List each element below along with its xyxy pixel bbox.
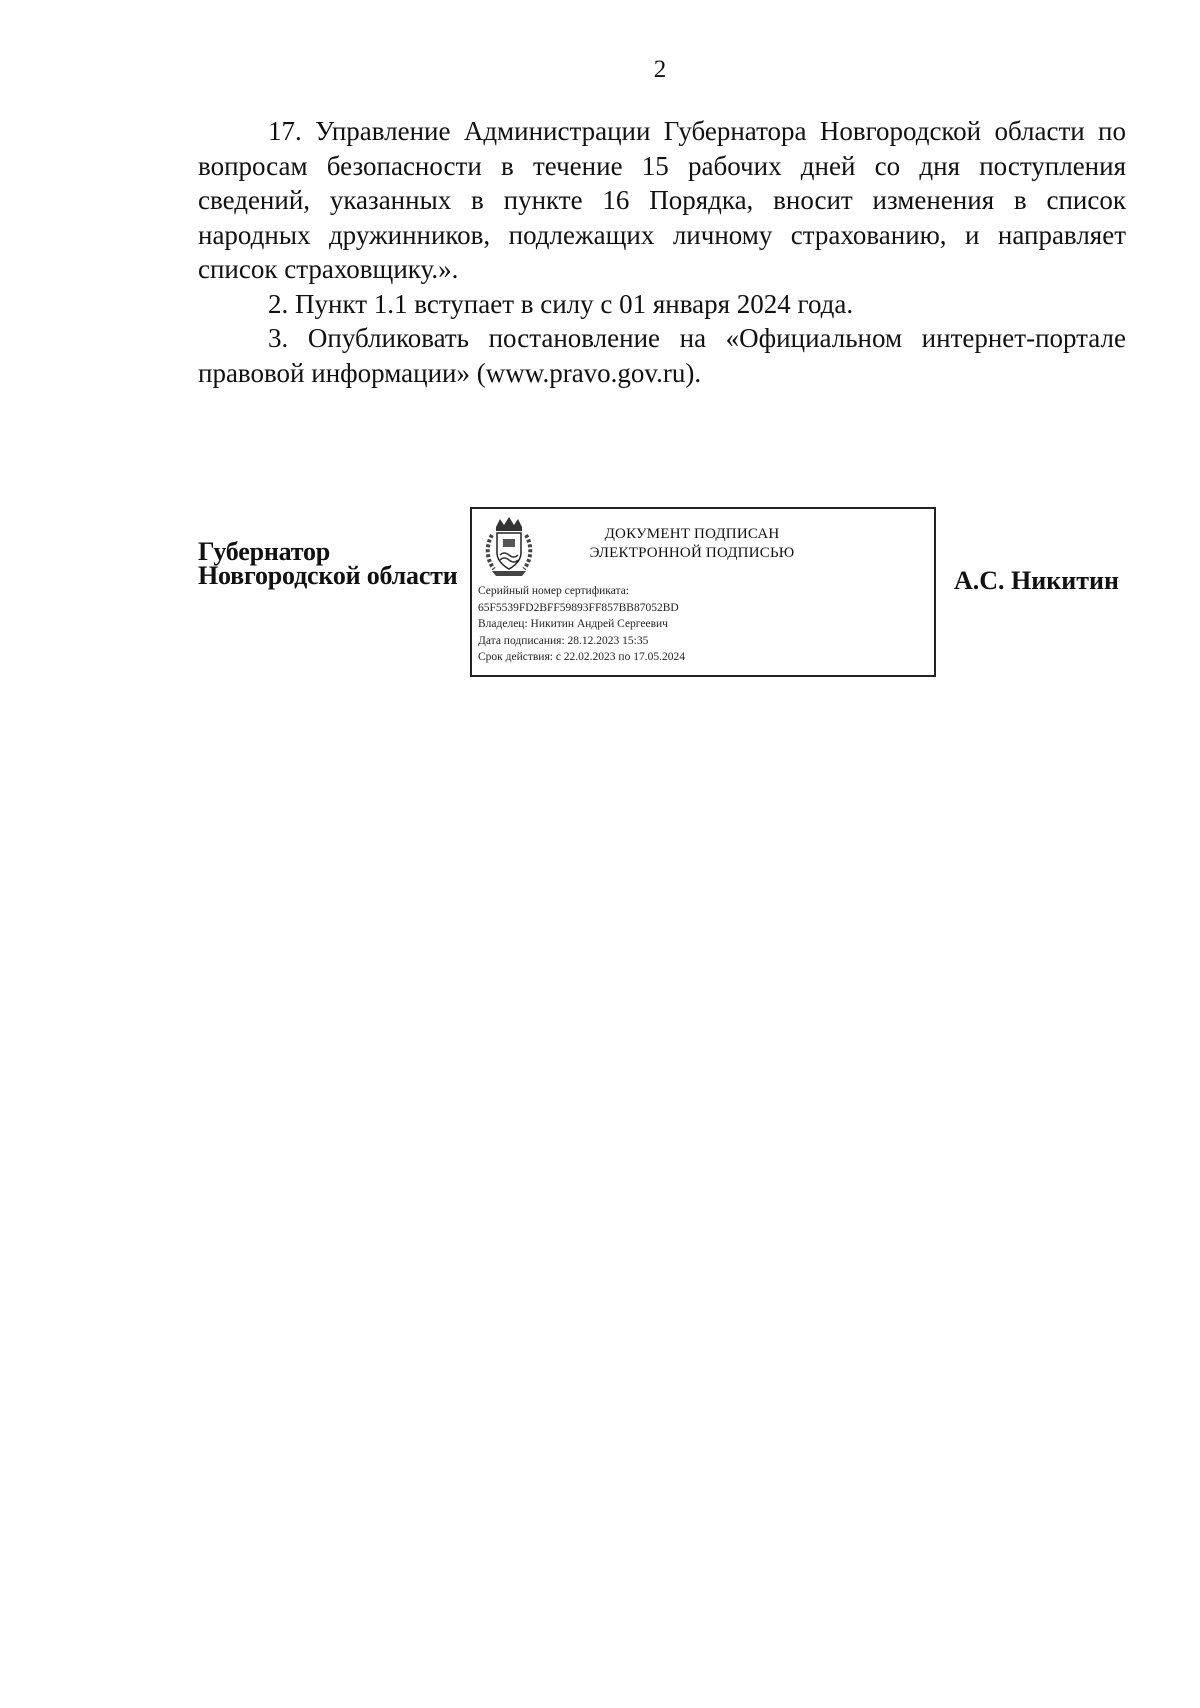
- page-number: 2: [653, 56, 667, 83]
- electronic-signature-stamp: [470, 507, 936, 677]
- stamp-validity: Срок действия: с 22.02.2023 по 17.05.2024: [478, 651, 685, 663]
- paragraph-3: 3. Опубликовать постановление на «Официальном интернет-портале правовой информации» (www.pravo.gov.ru).: [198, 323, 1126, 388]
- signatory-name: А.С. Никитин: [954, 566, 1119, 595]
- stamp-serial-value: 65F5539FD2BFF59893FF857BB87052BD: [478, 601, 679, 614]
- coat-of-arms-icon: [482, 513, 536, 579]
- paragraph-2: 2. Пункт 1.1 вступает в силу с 01 января 2024 года.: [268, 288, 854, 319]
- stamp-header: [542, 525, 842, 563]
- stamp-header-line1: ДОКУМЕНТ ПОДПИСАН: [604, 526, 780, 542]
- stamp-serial-label: Серийный номер сертификата:: [478, 585, 629, 597]
- signatory-title-line1: Губернатор: [198, 537, 331, 566]
- stamp-signed-date: Дата подписания: 28.12.2023 15:35: [478, 634, 649, 647]
- paragraph-17: 17. Управление Администрации Губернатора Новгородской области по вопросам безопасности в течение 15 рабочих дней со дня поступления сведений, указанных в пункте 16 Порядка, вносит изменения в список народных дружинников, подлежащих личному страхованию, и направляет список страховщику.».: [198, 116, 1126, 284]
- signatory-title-line2: Новгородской области: [198, 561, 458, 590]
- signatory-title: [198, 537, 458, 590]
- stamp-owner: Владелец: Никитин Андрей Сергеевич: [478, 618, 668, 630]
- stamp-details: [478, 583, 685, 666]
- stamp-header-line2: ЭЛЕКТРОННОЙ ПОДПИСЬЮ: [589, 545, 795, 561]
- document-body: [198, 114, 1126, 390]
